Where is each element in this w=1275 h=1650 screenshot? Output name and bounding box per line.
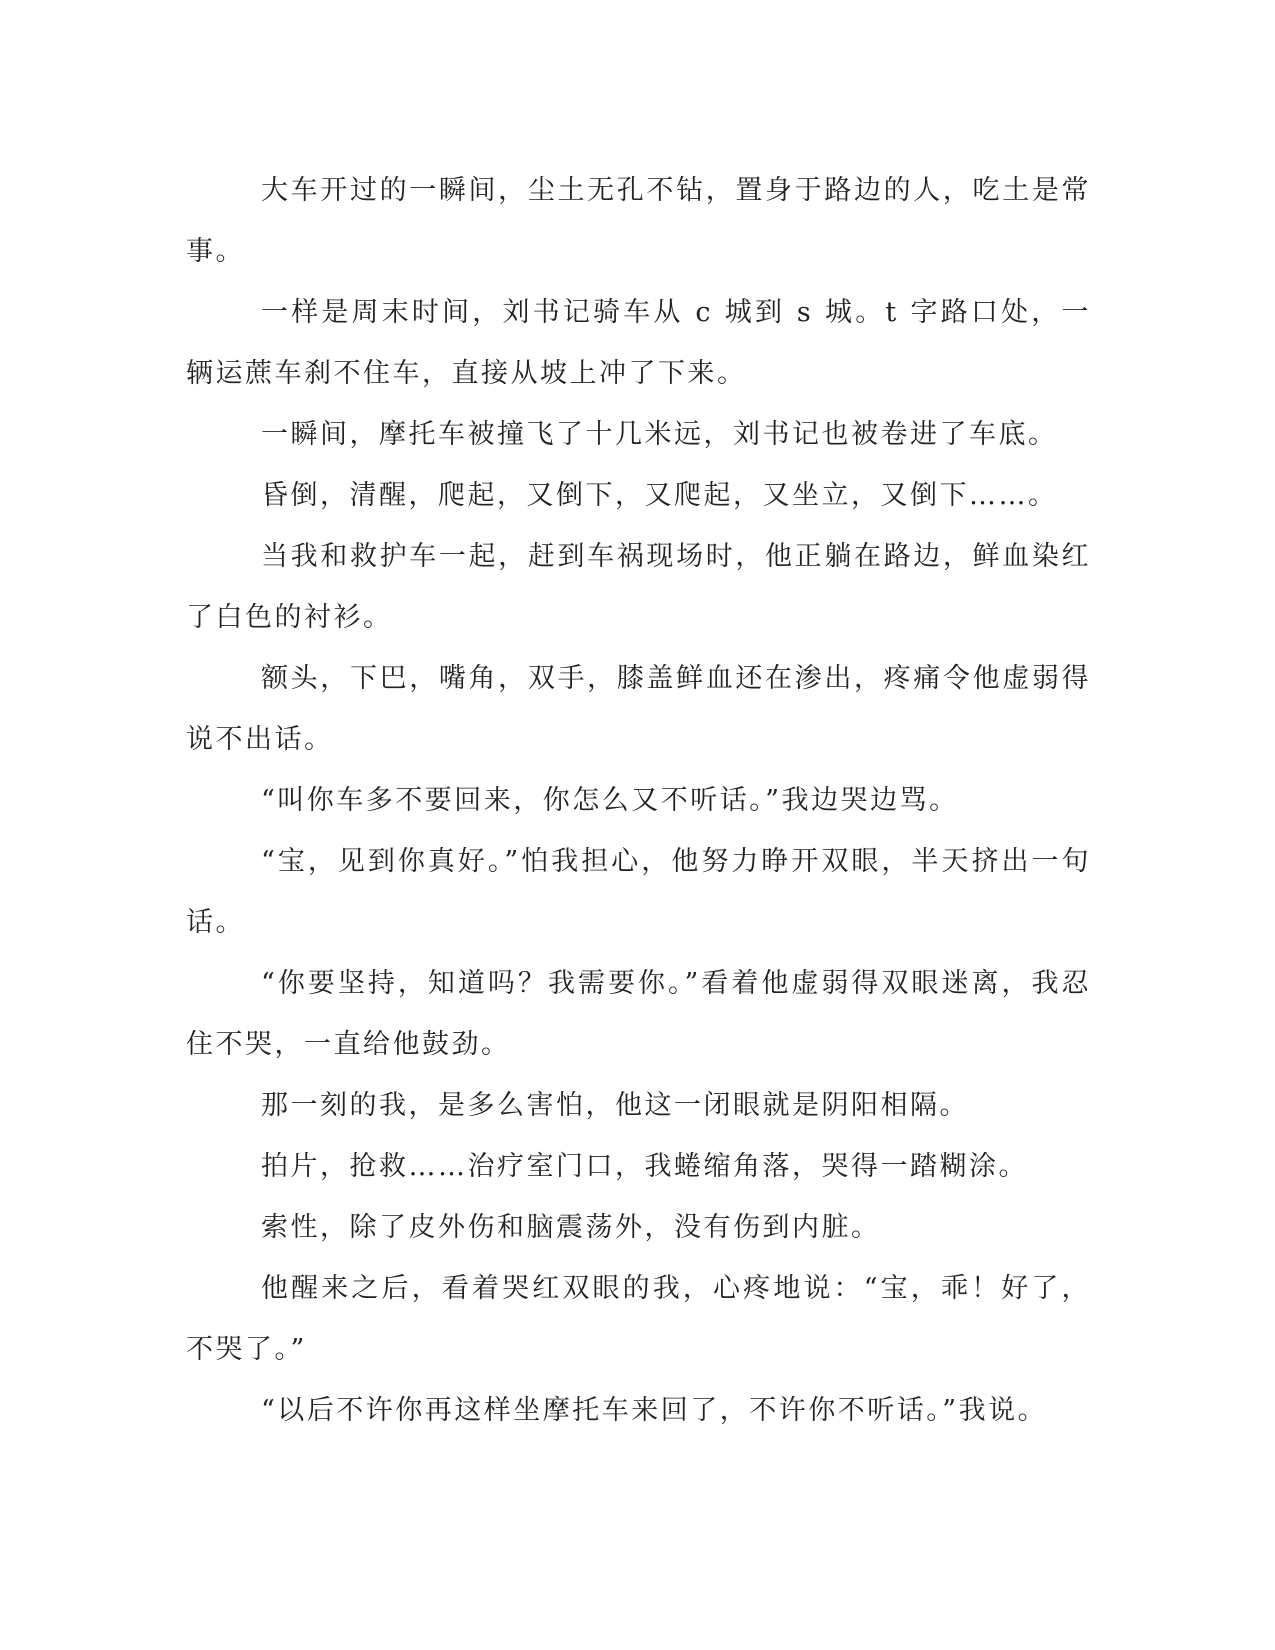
paragraph: 一样是周末时间，刘书记骑车从 c 城到 s 城。t 字路口处，一辆运蔗车刹不住车，直接从坡上冲了下来。: [186, 297, 1091, 389]
paragraph: “宝，见到你真好。”怕我担心，他努力睁开双眼，半天挤出一句话。: [186, 846, 1091, 938]
paragraph: 昏倒，清醒，爬起，又倒下，又爬起，又坐立，又倒下……。: [261, 480, 1058, 511]
paragraph: 大车开过的一瞬间，尘土无孔不钻，置身于路边的人，吃土是常事。: [186, 175, 1091, 267]
article-body: [186, 160, 1091, 1441]
paragraph: 拍片，抢救……治疗室门口，我蜷缩角落，哭得一踏糊涂。: [261, 1151, 1028, 1182]
paragraph: “以后不许你再这样坐摩托车来回了，不许你不听话。”我说。: [261, 1395, 1048, 1426]
paragraph: 索性，除了皮外伤和脑震荡外，没有伤到内脏。: [261, 1212, 881, 1243]
paragraph: “你要坚持，知道吗？我需要你。”看着他虚弱得双眼迷离，我忍住不哭，一直给他鼓劲。: [186, 968, 1091, 1060]
paragraph: 一瞬间，摩托车被撞飞了十几米远，刘书记也被卷进了车底。: [261, 419, 1058, 450]
paragraph: 额头，下巴，嘴角，双手，膝盖鲜血还在渗出，疼痛令他虚弱得说不出话。: [186, 663, 1091, 755]
paragraph: 当我和救护车一起，赶到车祸现场时，他正躺在路边，鲜血染红了白色的衬衫。: [186, 541, 1091, 633]
paragraph: 那一刻的我，是多么害怕，他这一闭眼就是阴阳相隔。: [261, 1090, 969, 1121]
paragraph: 他醒来之后，看着哭红双眼的我，心疼地说：“宝，乖！好了，不哭了。”: [186, 1273, 1091, 1365]
paragraph: “叫你车多不要回来，你怎么又不听话。”我边哭边骂。: [261, 785, 959, 816]
